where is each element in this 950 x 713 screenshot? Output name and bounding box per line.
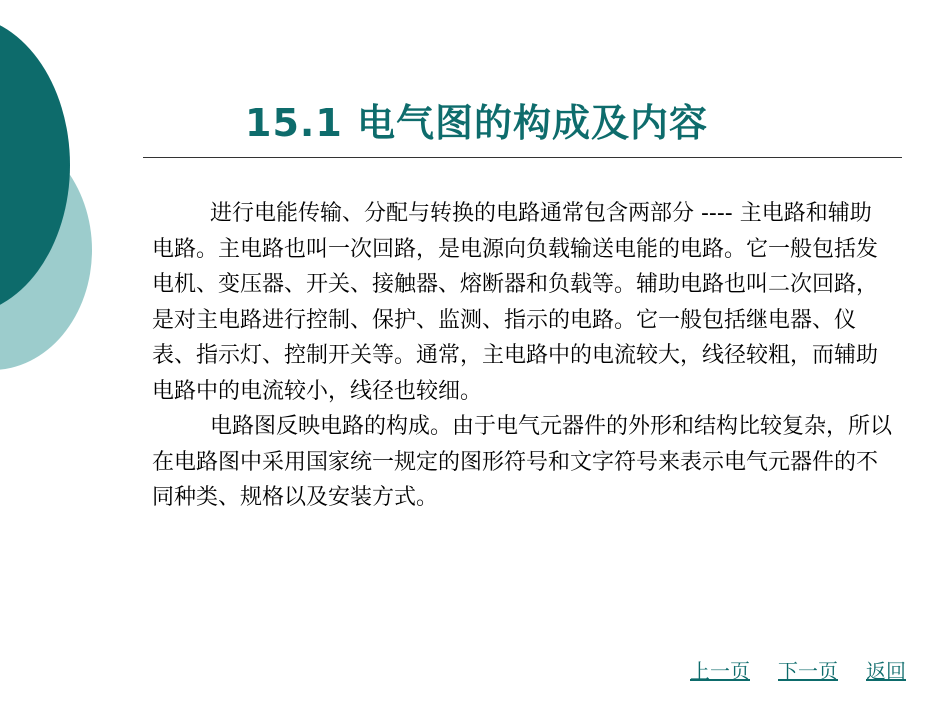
prev-page-link[interactable]: 上一页 — [690, 659, 750, 683]
paragraph-1: 进行电能传输、分配与转换的电路通常包含两部分 ---- 主电路和辅助电路。主电路也叫一次回路，是电源向负载输送电能的电路。它一般包括发电机、变压器、开关、接触器、熔断器和负载等。辅助电路也叫二次回路，是对主电路进行控制、保护、监测、指示的电路。它一般包括继电器、仪表、指示灯、控制开关等。通常，主电路中的电流较大，线径较粗，而辅助电路中的电流较小，线径也较细。 — [152, 201, 879, 404]
next-page-link[interactable]: 下一页 — [778, 659, 838, 683]
slide-navigation — [690, 655, 906, 684]
back-link[interactable]: 返回 — [866, 659, 906, 683]
slide-title: 15.1 电气图的构成及内容 — [245, 101, 708, 145]
title-divider — [143, 157, 902, 158]
slide-body — [152, 196, 892, 516]
paragraph-2: 电路图反映电路的构成。由于电气元器件的外形和结构比较复杂，所以在电路图中采用国家统一规定的图形符号和文字符号来表示电气元器件的不同种类、规格以及安装方式。 — [152, 414, 893, 510]
